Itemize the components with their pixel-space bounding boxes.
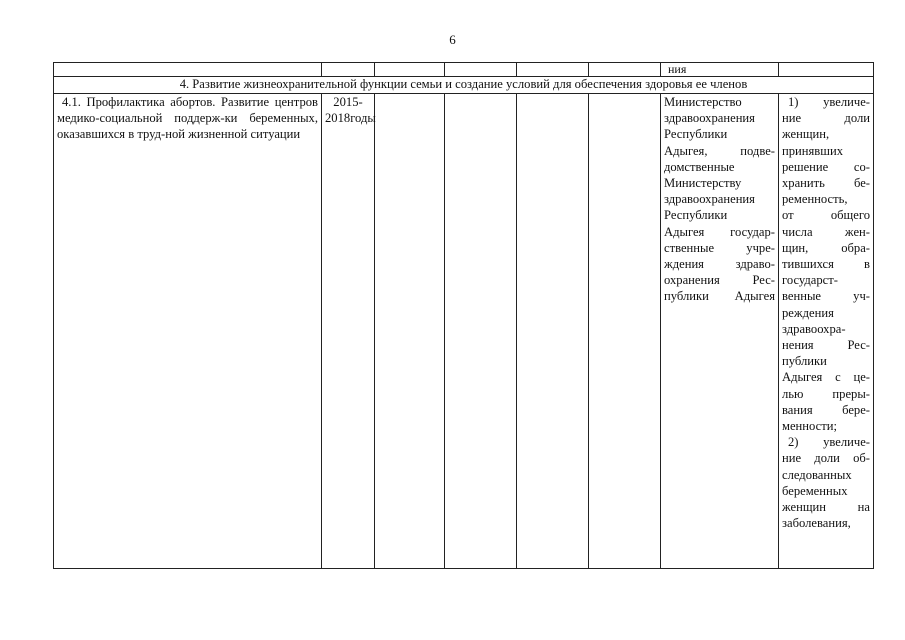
header-cell-executor: [661, 63, 779, 77]
result-line: хранить бе-: [782, 176, 870, 191]
task-text: 4.1. Профилактика абортов. Развитие центров медико-социальной поддерж-ки беременных, оказавшихся в труд-ной жизненной ситуации: [57, 95, 318, 142]
result-line: реждения: [782, 305, 834, 320]
header-cell: [589, 63, 661, 77]
result-line: ние доли об-: [782, 451, 870, 466]
result-line: принявших: [782, 143, 843, 158]
result-line: 2) увеличе-: [788, 435, 870, 450]
executor-line: ждения здраво-: [664, 257, 775, 272]
executor-text: [664, 94, 775, 305]
header-cell: [375, 63, 445, 77]
result-line: женщин,: [782, 127, 830, 142]
result-line: нения Рес-: [782, 338, 870, 353]
result-line: беременных: [782, 483, 848, 498]
header-continuation-row: [54, 63, 874, 77]
result-line: менности;: [782, 419, 837, 434]
result-line: государст-: [782, 273, 838, 288]
result-line: решение со-: [782, 159, 870, 174]
result-line: лью преры-: [782, 386, 870, 401]
period-line: 2015-: [333, 95, 363, 109]
empty-cell: [375, 94, 445, 569]
executor-line: публики Адыгея: [664, 289, 775, 304]
section-title: 4. Развитие жизнеохранительной функции семьи и создание условий для обеспечения здоровья ее членов: [54, 77, 874, 94]
executor-cell: [661, 94, 779, 569]
period-line: годы: [350, 111, 376, 126]
executor-line: Республики: [664, 208, 728, 223]
period-text: [325, 94, 376, 126]
executor-line: Министерство: [664, 95, 742, 109]
measures-table: [53, 62, 874, 569]
executor-line: Адыгея, подве-: [664, 143, 775, 158]
executor-line: Министерству: [664, 176, 742, 191]
result-line: публики: [782, 354, 827, 369]
header-cell: [54, 63, 322, 77]
empty-cell: [445, 94, 517, 569]
result-line: следованных: [782, 467, 852, 482]
header-continuation-text: ния: [668, 62, 687, 76]
result-line: заболевания,: [782, 516, 851, 531]
empty-cell: [517, 94, 589, 569]
task-cell: [54, 94, 322, 569]
header-cell: [445, 63, 517, 77]
result-line: женщин на: [782, 500, 870, 515]
result-line: от общего: [782, 208, 870, 223]
result-line: венные уч-: [782, 289, 870, 304]
executor-line: Республики: [664, 127, 728, 142]
result-line: Адыгея с це-: [782, 370, 870, 385]
result-cell: [779, 94, 874, 569]
result-line: щин, обра-: [782, 240, 870, 255]
table-row: [54, 94, 874, 569]
period-cell: [322, 94, 375, 569]
section-row: [54, 77, 874, 94]
header-cell: [322, 63, 375, 77]
executor-line: здравоохранения: [664, 192, 755, 207]
executor-line: охранения Рес-: [664, 273, 775, 288]
result-line: здравоохра-: [782, 321, 846, 336]
executor-line: ственные учре-: [664, 240, 775, 255]
executor-line: здравоохранения: [664, 111, 755, 126]
empty-cell: [589, 94, 661, 569]
result-line: вания бере-: [782, 402, 870, 417]
executor-line: Адыгея государ-: [664, 224, 775, 239]
period-line: 2018: [325, 111, 351, 126]
header-cell: [779, 63, 874, 77]
executor-line: домственные: [664, 159, 735, 174]
result-line: тившихся в: [782, 257, 870, 272]
result-line: числа жен-: [782, 224, 870, 239]
result-line: 1) увеличе-: [788, 95, 870, 109]
result-line: ременность,: [782, 192, 848, 207]
page-number: 6: [449, 32, 456, 47]
header-cell: [517, 63, 589, 77]
result-line: ние доли: [782, 111, 870, 126]
result-text: [782, 94, 870, 531]
